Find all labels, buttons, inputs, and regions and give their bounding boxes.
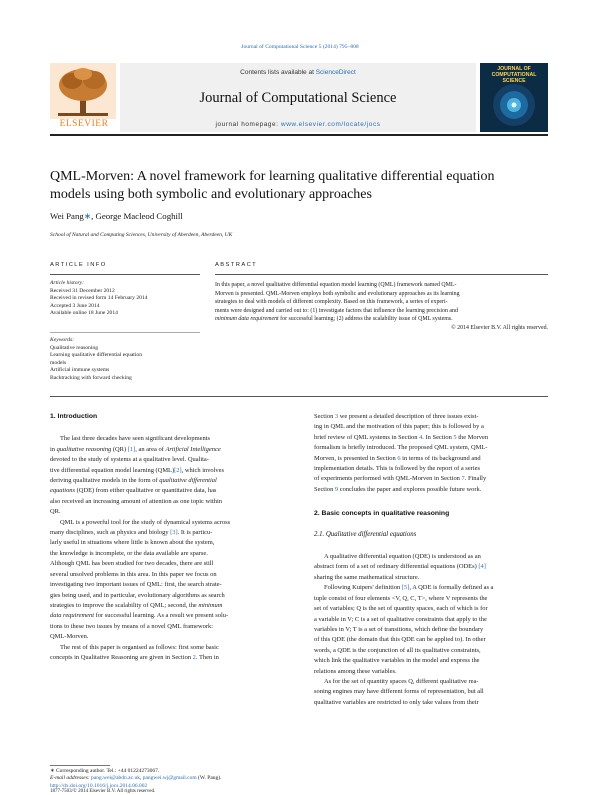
text-line: in qualitative reasoning (QR) [1], an area of Artificial Intelligence — [50, 445, 221, 453]
text-line: Morven, is presented in Section 6 in terms of its background and — [314, 454, 481, 462]
text-line: QML-Morven. — [50, 633, 89, 641]
section-link[interactable]: 9 — [334, 485, 339, 493]
corresponding-author-note: ∗ Corresponding author. Tel.: +44 01224273067. — [50, 768, 160, 774]
text-line: gies being used, and in particular, evolutionary algorithms as search — [50, 591, 225, 599]
abstract-divider — [215, 274, 548, 275]
affiliation: School of Natural and Computing Sciences, University of Aberdeen, Aberdeen, UK — [50, 232, 233, 238]
corresponding-author-marker[interactable]: ∗ — [83, 211, 92, 221]
author-list — [50, 211, 183, 222]
section-link[interactable]: 4 — [419, 433, 423, 441]
journal-cover[interactable] — [480, 63, 548, 132]
homepage-link[interactable]: www.elsevier.com/locate/jocs — [280, 121, 381, 128]
section-link[interactable]: 5 — [453, 433, 457, 441]
abstract-line: In this paper, a novel qualitative differential equation model learning (QML) framework named QML- — [215, 282, 457, 288]
email-link[interactable]: pangwei.wj@gmail.com — [142, 775, 197, 782]
text-line: concepts in Qualitative Reasoning are given in Section 2. Then in — [50, 653, 219, 661]
text-line: sharing the same mathematical structure. — [314, 573, 420, 581]
text-line: which link the qualitative variables in the model and express the — [314, 657, 480, 665]
keyword: models — [50, 359, 67, 366]
text-line: The last three decades have seen significant developments — [60, 435, 210, 443]
elsevier-tree-logo-icon — [50, 63, 116, 119]
elsevier-logo[interactable] — [50, 63, 116, 132]
text-line: Section 9 concludes the paper and explores possible future work. — [314, 485, 482, 493]
keyword: Learning qualitative differential equation — [50, 352, 143, 358]
text-line: investigating two important issues of QML: first, the search strate- — [50, 581, 222, 589]
right-column — [314, 412, 548, 708]
citation-link[interactable]: [1] — [127, 445, 136, 453]
abstract-line: ments were designed and carried out to: (1) investigate factors that influence the learning precision and — [215, 307, 458, 314]
text-line: strategies to improve the scalability of QML; second, the minimum — [50, 601, 223, 609]
text-line: ing in QML and the motivation of this paper; this is followed by a — [314, 423, 484, 431]
text-line: Although QML has been studied for two decades, there are still — [50, 560, 214, 568]
text-line: also received an increasing amount of attention as one topic within — [50, 497, 222, 505]
citation-link[interactable]: [2] — [174, 466, 182, 474]
article-info-heading: ARTICLE INFO — [50, 262, 107, 268]
footnote-issn: 1877-7503/© 2014 Elsevier B.V. All rights reserved. — [50, 789, 156, 794]
section-link[interactable]: 7 — [461, 475, 465, 483]
section-link[interactable]: 2 — [192, 653, 196, 661]
keywords-label: Keywords: — [50, 337, 75, 343]
text-line: several unsolved problems in this area. In this paper we focus on — [50, 570, 217, 578]
author-name[interactable]: , George Macleod Coghill — [91, 211, 183, 221]
text-line: the knowledge is incomplete, or the data available are sparse. — [50, 549, 208, 557]
masthead-divider — [50, 134, 548, 136]
abstract-text: for successful learning; (2) address the scalability issue of QML systems. — [278, 316, 453, 323]
keyword: Qualitative reasoning — [50, 344, 98, 351]
abstract-line — [215, 315, 548, 324]
homepage-label: journal homepage: — [215, 121, 279, 128]
author-name[interactable]: Wei Pang — [50, 211, 84, 221]
email-label: E-mail addresses: — [50, 775, 90, 782]
text-line: set of variables; Q is the set of quantity spaces, each of which is for — [314, 605, 488, 613]
text-line: Section 3 we present a detailed description of three issues exist- — [314, 413, 479, 420]
cover-title: JOURNAL OF COMPUTATIONAL SCIENCE — [491, 66, 537, 84]
journal-citation[interactable]: Journal of Computational Science 5 (2014) 795–808 — [241, 44, 359, 50]
article-history — [50, 280, 210, 318]
text-line: tive differential equation model learning (QML)[2], which involves — [50, 466, 225, 474]
text-line: qualitative variables are restricted to only take values from their — [314, 698, 479, 706]
text-line: tuple consist of four elements <V, Q, C, T>, where V represents the — [314, 594, 488, 602]
history-item: Available online 18 June 2014 — [50, 310, 118, 316]
citation-link[interactable]: [4] — [478, 563, 486, 571]
citation-link[interactable]: [3] — [170, 529, 178, 537]
section-divider — [50, 396, 548, 397]
history-item: Received in revised form 14 February 2014 — [50, 295, 148, 301]
history-divider — [50, 332, 200, 333]
keyword: Backtracking with forward checking — [50, 374, 132, 381]
abstract-emphasis: minimum data requirement — [215, 316, 279, 323]
abstract-copyright: © 2014 Elsevier B.V. All rights reserved. — [451, 324, 548, 331]
text-line: equations (QDE) from either qualitative or quantitative data, has — [50, 487, 217, 495]
doi-link[interactable]: http://dx.doi.org/10.1016/j.jocs.2014.06.002 — [50, 783, 148, 789]
text-line: tions to these two issues by means of a novel QML framework: — [50, 622, 213, 630]
text-line: QR. — [50, 508, 61, 516]
text-line: The rest of this paper is organised as follows: first some basic — [60, 643, 219, 651]
abstract-body — [215, 281, 548, 333]
abstract-heading: ABSTRACT — [215, 262, 258, 268]
publisher-name: ELSEVIER — [59, 119, 109, 129]
email-link[interactable]: pang.wei@abdn.ac.uk — [91, 775, 140, 782]
journal-title: Journal of Computational Science — [199, 90, 397, 106]
text-line: of experiments performed with QML-Morven in Section 7. Finally — [314, 475, 487, 483]
text-line: Following Kuipers' definition [5], A QDE is formally defined as a — [324, 584, 494, 592]
text-line: implementation details. This is followed by the report of a series — [314, 465, 480, 473]
article-title — [50, 168, 570, 204]
text-line: words, a QDE is the conjunction of all its qualitative constraints, — [314, 646, 481, 654]
keywords — [50, 337, 210, 382]
text-line: soning engines may have different forms of representation, but all — [314, 688, 484, 696]
text-line: data requirement for successful learning. As a result we present solu- — [50, 612, 229, 620]
text-line: a variable in V; C is a set of qualitative constraints that apply to the — [314, 615, 487, 623]
history-label: Article history: — [50, 280, 85, 286]
text-line: devoted to the study of systems at a qualitative level. Qualita- — [50, 456, 209, 464]
text-line: variables in V; T is a set of transitions, which define the boundary — [314, 625, 484, 633]
history-item: Accepted 3 June 2014 — [50, 302, 100, 309]
title-line: models using both symbolic and evolutionary approaches — [50, 187, 372, 202]
footnote-corresponding — [50, 768, 310, 783]
text-line: As for the set of quantity spaces Q, different qualitative rea- — [324, 677, 479, 685]
text-line: deriving qualitative models in the form of qualitative differential — [50, 477, 217, 485]
text-line: many disciplines, such as physics and biology [3]. It is particu- — [50, 529, 213, 537]
title-line: QML-Morven: A novel framework for learning qualitative differential equation — [50, 169, 495, 184]
sciencedirect-link[interactable]: ScienceDirect — [315, 69, 356, 76]
text-line: abstract form of a set of ordinary differential equations (ODEs) [4] — [314, 563, 486, 571]
abstract-line: Morven is presented. QML-Morven employs both symbolic and evolutionary approaches as its learning — [215, 290, 460, 297]
text-line: relations among these variables. — [314, 667, 397, 675]
section-heading-basic-concepts: 2. Basic concepts in qualitative reasoning — [314, 510, 450, 518]
section-link[interactable]: 3 — [334, 413, 339, 420]
email-addresses: E-mail addresses: pang.wei@abdn.ac.uk, pangwei.wj@gmail.com (W. Pang). — [50, 775, 222, 782]
history-item: Received 31 December 2012 — [50, 287, 115, 294]
text-line: brief review of QML systems in Section 4. In Section 5 the Morven — [314, 433, 489, 441]
text-line: QML is a powerful tool for the study of dynamical systems across — [60, 518, 231, 526]
left-column — [50, 412, 290, 663]
footnote-divider — [50, 765, 110, 766]
text-line: of this QDE (the domain that this QDE can be applied to). In other — [314, 636, 486, 644]
subsection-heading-qde: 2.1. Qualitative differential equations — [314, 530, 417, 538]
info-divider — [50, 274, 200, 275]
abstract-line: strategies to deal with models of different complexity. Based on this framework, a series of experi- — [215, 299, 448, 306]
contents-prefix: Contents lists available at — [240, 69, 314, 76]
text-line: A qualitative differential equation (QDE) is understood as an — [324, 553, 481, 561]
section-heading-introduction: 1. Introduction — [50, 413, 98, 420]
journal-masthead — [50, 63, 548, 132]
contents-line — [120, 69, 476, 76]
citation-link[interactable]: [5] — [401, 584, 410, 592]
text-line: formalism is briefly introduced. The proposed QML system, QML- — [314, 444, 488, 452]
text-line: larly useful in situations where little is known about the system, — [50, 539, 215, 547]
journal-homepage — [120, 121, 476, 128]
masthead-center — [120, 63, 476, 132]
keyword: Artificial immune systems — [50, 367, 110, 373]
section-link[interactable]: 6 — [397, 454, 401, 462]
